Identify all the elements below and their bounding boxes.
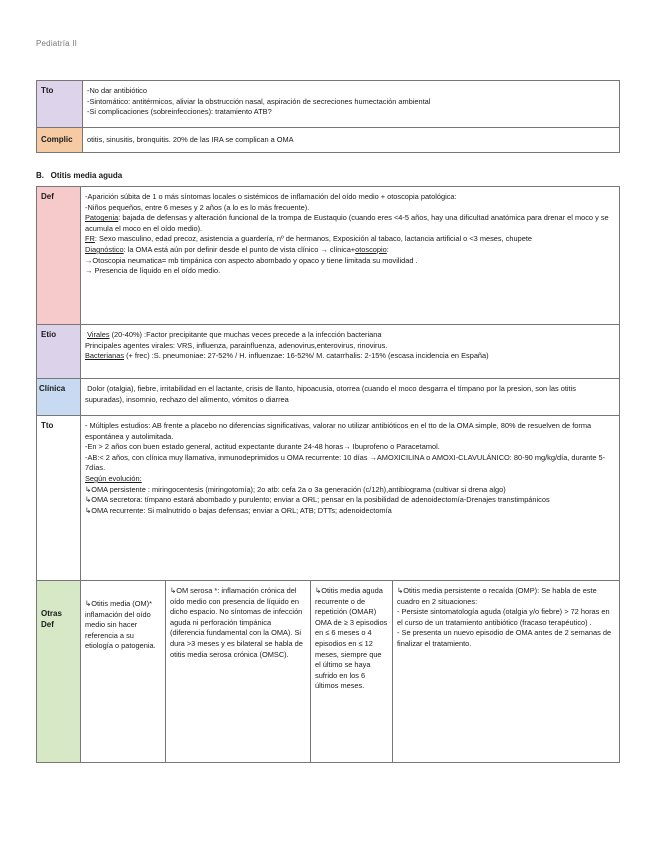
def-patogenia bbox=[85, 213, 615, 234]
label-otras-def bbox=[37, 581, 81, 763]
diag-end: : bbox=[386, 244, 389, 254]
def-line-1: -Aparición súbita de 1 o más síntomas locales o sistémicos de inflamación del oído medio + otoscopia patológica: bbox=[85, 192, 457, 201]
otras-label-2: Def bbox=[41, 619, 54, 629]
omar-text: ↳Otitis media aguda recurrente o de repetición (OMAR) OMA de ≥ 3 episodios en ≤ 6 meses o 4 episodios en ≤ 12 meses, siempre que el último se haya sufrido en los 6 últimos meses. bbox=[315, 586, 388, 691]
etio-bacterianas bbox=[85, 351, 615, 362]
clinica-text: Dolor (otalgia), fiebre, irritabilidad en el lactante, crisis de llanto, hipoacusia, otorrea (cuando el moco desgarra el tímpano por la presion, son las otitis supuradas), insomnio, rechazo del alimento, vómitos o diarrea bbox=[85, 384, 576, 404]
tto-line-3: -Si complicaciones (sobreinfecciones): tratamiento ATB? bbox=[87, 107, 272, 117]
label-def: Def bbox=[37, 187, 81, 325]
tto2-p6: ↳OMA recurrente: Si malnutrido o bajas defensas; enviar a ORL; ATB; DTTs; adenoidectomía bbox=[85, 505, 392, 515]
label-clinica: Clínica bbox=[37, 379, 81, 416]
section-title: Otitis media aguda bbox=[50, 171, 123, 180]
etio-line-2: Principales agentes virales: VRS, influenza, parainfluenza, adenovirus,enterovirus, rinovirus. bbox=[85, 340, 388, 350]
row-tto2 bbox=[37, 416, 620, 581]
virales-text: (20-40%) :Factor precipitante que muchas veces precede a la infección bacteriana bbox=[109, 330, 382, 339]
def-fr bbox=[85, 234, 615, 245]
tto2-content bbox=[81, 416, 620, 581]
diag-link: otoscopio bbox=[355, 244, 387, 254]
tto2-p5: ↳OMA secretora: tímpano estará abombado y purulento; enviar a ORL; pensar en la posibilidad de adenoidectomía-Drenajes transtimpánicos bbox=[85, 495, 550, 505]
def-line-2: -Niños pequeños, entre 6 meses y 2 años (a lo es lo más frecuente). bbox=[85, 202, 310, 212]
row-complic bbox=[37, 128, 620, 153]
tto2-p3: -AB:< 2 años, con clínica muy llamativa, inmunodeprimidos u OMA recurrente: 10 días →AMOXICILINA o AMOXI-CLAVULÁNICO: 80-90 mg/kg/día, durante 5-7días. bbox=[85, 452, 606, 473]
otras-label-1: Otras bbox=[41, 609, 62, 618]
otras-omp bbox=[393, 581, 620, 763]
patogenia-label: Patogenia bbox=[85, 213, 119, 223]
label-tto2: Tto bbox=[37, 416, 81, 581]
clinica-content bbox=[81, 379, 620, 416]
def-liquido: → Presencia de líquido en el oído medio. bbox=[85, 266, 221, 276]
otras-omar bbox=[311, 581, 393, 763]
omp-bullet-2: - Se presenta un nuevo episodio de OMA antes de 2 semanas de finalizar el tratamiento. bbox=[397, 628, 612, 648]
row-clinica bbox=[37, 379, 620, 416]
om-serosa-text: ↳OM serosa *: inflamación crónica del oído medio con presencia de líquido en dicho espacio. No síntomas de infección aguda ni perforación timpánica (diferencia fundamental con la OMA). Si dura >3 meses y es bilateral se habla de otitis media serosa crónica (OMSC). bbox=[170, 586, 303, 659]
bacterianas-label: Bacterianas bbox=[85, 351, 125, 361]
bacterianas-text: (+ frec) :S. pneumoniae: 27-52% / H. influenzae: 16-52%/ M. catarrhalis: 2-15% (escasa incidencia en España) bbox=[124, 351, 489, 361]
patogenia-text: : bajada de defensas y alteración funcional de la trompa de Eustaquio (cuando eres <4-5 años, hay una dificultad anatómica para drenar el moco y se acumula el moco en el oído medio). bbox=[85, 213, 609, 233]
tto-line-2: -Sintomático: antitérmicos, aliviar la obstrucción nasal, aspiración de secreciones humectación ambiental bbox=[87, 96, 431, 106]
section-letter: B. bbox=[36, 171, 44, 180]
complic-content: otitis, sinusitis, bronquitis. 20% de las IRA se complican a OMA bbox=[83, 128, 620, 153]
tto2-p1: - Múltiples estudios: AB frente a placebo no diferencias significativas, valorar no utilizar antibióticos en el tto de la OMA simple, 80% de resuelven de forma espontánea y autolimitada. bbox=[85, 421, 592, 441]
label-complic: Complic bbox=[37, 128, 83, 153]
row-otras-def bbox=[37, 581, 620, 763]
tto-content bbox=[83, 81, 620, 128]
def-content bbox=[81, 187, 620, 325]
section-heading bbox=[36, 171, 122, 180]
label-etio: Etio bbox=[37, 325, 81, 379]
label-tto: Tto bbox=[37, 81, 83, 128]
omp-title: ↳Otitis media persistente o recaída (OMP): Se habla de este cuadro en 2 situaciones: bbox=[397, 586, 597, 606]
otras-om bbox=[81, 581, 166, 763]
def-otoscopia: →Otoscopia neumatica= mb timpánica con aspecto abombado y opaco y tiene limitada su movilidad . bbox=[85, 255, 418, 265]
row-def bbox=[37, 187, 620, 325]
table-oma bbox=[36, 186, 620, 763]
etio-virales bbox=[85, 330, 615, 341]
om-text: ↳Otitis media (OM)* inflamación del oído medio sin hacer referencia a su etiología o patogenia. bbox=[85, 599, 156, 651]
tto2-evolucion-label: Según evolución: bbox=[85, 473, 142, 483]
diag-label: Diagnóstico bbox=[85, 244, 124, 254]
row-etio bbox=[37, 325, 620, 379]
diag-text: : la OMA está aún por definir desde el punto de vista clínico → clínica+ bbox=[123, 244, 356, 254]
virales-label: Virales bbox=[87, 330, 110, 339]
tto-line-1: -No dar antibiótico bbox=[87, 86, 147, 95]
otras-om-serosa bbox=[166, 581, 311, 763]
def-diagnostico bbox=[85, 245, 615, 256]
fr-label: FR bbox=[85, 234, 95, 244]
row-tto bbox=[37, 81, 620, 128]
tto2-p4: ↳OMA persistente : miringocentesis (miringotomía); 2o atb: cefa 2a o 3a generación (c/12h),antibiograma (cultivar si drena algo) bbox=[85, 484, 506, 494]
omp-bullet-1: - Persiste sintomatología aguda (otalgia y/o fiebre) > 72 horas en el curso de un tratamiento antibiótico (fracaso terapéutico) . bbox=[397, 607, 610, 627]
table-tto-complic bbox=[36, 80, 620, 153]
fr-text: : Sexo masculino, edad precoz, asistencia a guardería, nº de hermanos, Exposición al tabaco, lactancia artificial o <3 meses, chupete bbox=[94, 234, 533, 244]
page-header: Pediatría II bbox=[36, 39, 78, 48]
etio-content bbox=[81, 325, 620, 379]
tto2-p2: -En > 2 años con buen estado general, actitud expectante durante 24-48 horas→ Ibuprofeno o Paracetamol. bbox=[85, 442, 440, 452]
